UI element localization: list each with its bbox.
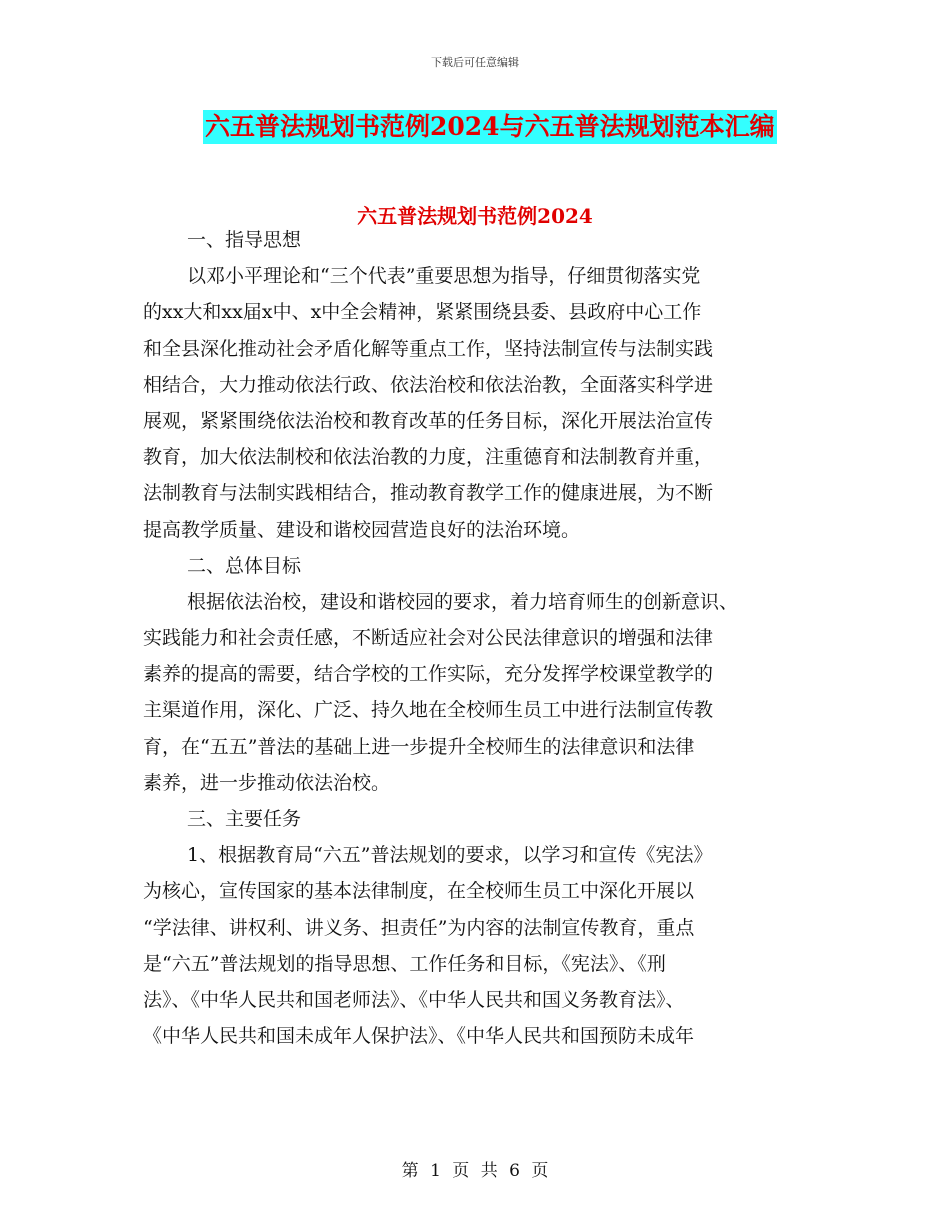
paragraph-line: 教育，加大依法制校和依法治教的力度，注重德育和法制教育并重， [143,446,714,469]
document-body [143,222,813,1054]
paragraph-line: 《中华人民共和国未成年人保护法》、《中华人民共和国预防未成年 [143,1025,695,1048]
paragraph-line: 主渠道作用，深化、广泛、持久地在全校师生员工中进行法制宣传教 [143,699,714,722]
paragraph-line: 素养，进一步推动依法治校。 [143,771,391,794]
page-footer: 第 1 页 共 6 页 [401,1161,549,1181]
paragraph-line: 提高教学质量、建设和谐校园营造良好的法治环境。 [143,518,581,541]
paragraph-line: “学法律、讲权利、讲义务、担责任”为内容的法制宣传教育，重点 [143,916,695,939]
paragraph-line: 法》、《中华人民共和国老师法》、《中华人民共和国义务教育法》、 [143,988,685,1011]
section-subtitle: 六五普法规划书范例2024 [357,204,593,228]
heading-main-tasks: 三、主要任务 [187,808,302,830]
heading-guiding-ideology: 一、指导思想 [187,229,302,251]
paragraph-line: 实践能力和社会责任感，不断适应社会对公民法律意识的增强和法律 [143,627,714,650]
paragraph-line: 的xx大和xx届x中、x中全会精神，紧紧围绕县委、县政府中心工作 [143,301,702,324]
paragraph-line: 根据依法治校，建设和谐校园的要求，着力培育师生的创新意识、 [187,590,739,613]
document-title: 六五普法规划书范例2024与六五普法规划范本汇编 [203,110,777,144]
heading-overall-goal: 二、总体目标 [187,554,302,577]
paragraph-line: 以邓小平理论和“三个代表”重要思想为指导，仔细贯彻落实党 [187,265,701,288]
paragraph-line: 法制教育与法制实践相结合，推动教育教学工作的健康进展，为不断 [143,482,714,505]
paragraph-line: 和全县深化推动社会矛盾化解等重点工作，坚持法制宣传与法制实践 [143,337,714,360]
paragraph-line: 育，在“五五”普法的基础上进一步提升全校师生的法律意识和法律 [143,735,695,758]
paragraph-line: 素养的提高的需要，结合学校的工作实际，充分发挥学校课堂教学的 [143,663,714,686]
paragraph-line: 相结合，大力推动依法行政、依法治校和依法治教，全面落实科学进 [143,373,714,396]
paragraph-line: 为核心，宣传国家的基本法律制度，在全校师生员工中深化开展以 [143,880,695,903]
paragraph-line: 是“六五”普法规划的指导思想、工作任务和目标，《宪法》、《刑 [143,952,666,975]
header-note: 下载后可任意编辑 [431,56,519,69]
paragraph-line: 展观，紧紧围绕依法治校和教育改革的任务目标，深化开展法治宣传 [143,409,714,432]
paragraph-line: 1、根据教育局“六五”普法规划的要求，以学习和宣传《宪法》 [187,844,713,867]
